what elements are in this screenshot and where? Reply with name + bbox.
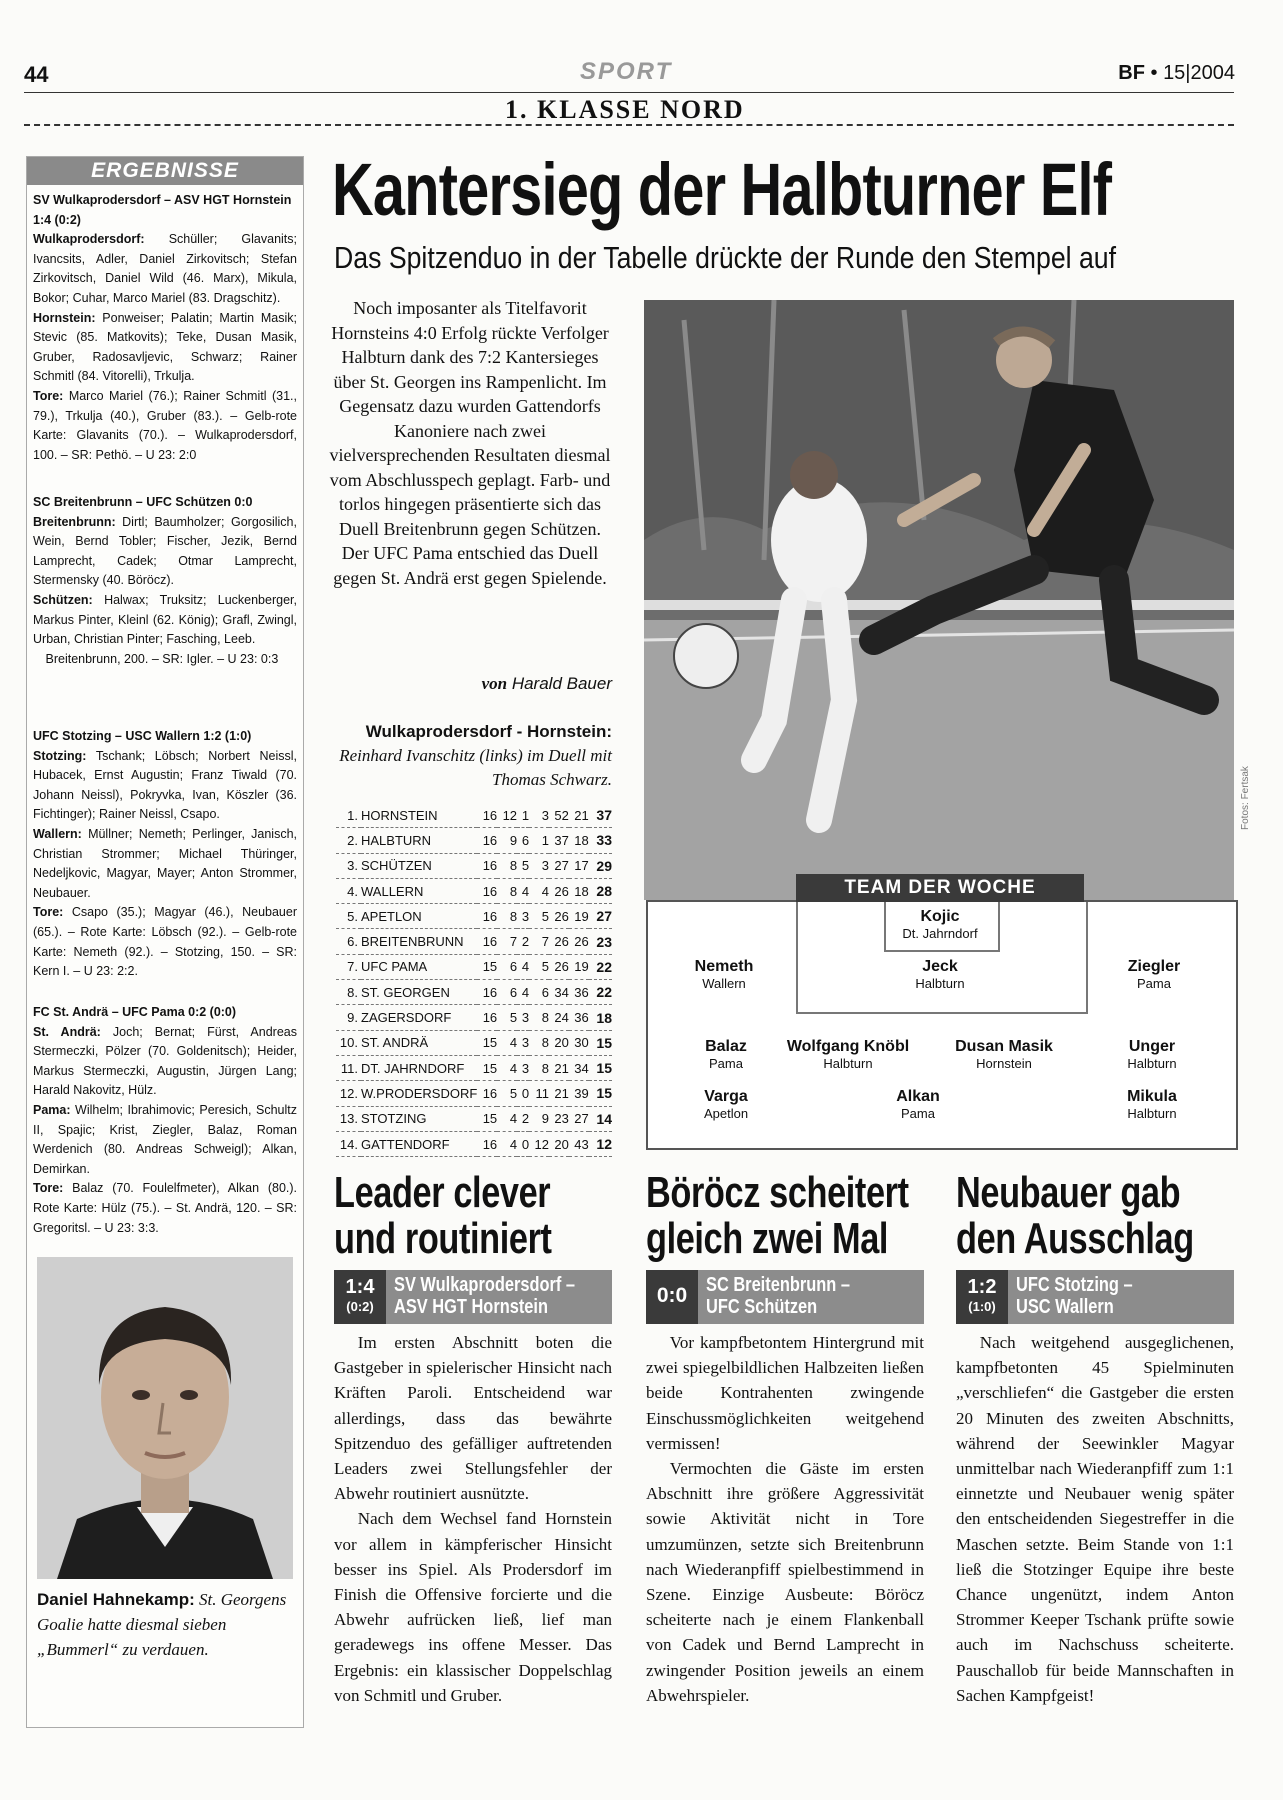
league-title: 1. KLASSE NORD [505, 95, 745, 124]
table-cell-sp: 16 [477, 1005, 497, 1030]
article-headline-line: Leader clever [334, 1168, 551, 1217]
table-cell-u: 3 [517, 904, 529, 929]
table-cell-ta: 34 [569, 1055, 589, 1080]
player-forward [636, 1088, 816, 1121]
table-cell-n: 5 [529, 954, 549, 979]
table-cell-s: 6 [497, 954, 517, 979]
table-cell-sp: 15 [477, 1055, 497, 1080]
table-cell-rank: 12. [336, 1081, 361, 1106]
table-cell-pts: 15 [589, 1030, 612, 1055]
table-cell-team: GATTENDORF [361, 1131, 477, 1156]
article-headline-line: Neubauer gab [956, 1168, 1181, 1217]
table-cell-s: 4 [497, 1055, 517, 1080]
player-name: Unger [1128, 1038, 1176, 1055]
article-body [956, 1330, 1234, 1708]
table-cell-pts: 15 [589, 1055, 612, 1080]
table-cell-u: 3 [517, 1030, 529, 1055]
lineup-text: Ponweiser; Palatin; Martin Masik; Stevic (85. Matkovits); Teke, Dusan Masik, Gruber, Radosavljevic, Schwarz; Rainer Schmitl (84. Vitorelli), Trkulja. [33, 310, 297, 384]
results-sidebar [26, 156, 304, 1728]
halftime-score: (0:2) [346, 1299, 374, 1314]
table-cell-u: 1 [517, 803, 529, 828]
table-cell-team: ZAGERSDORF [361, 1005, 477, 1030]
table-cell-team: HORNSTEIN [361, 803, 477, 828]
article-score-bar [646, 1270, 924, 1324]
table-cell-u: 2 [517, 1106, 529, 1131]
player-midfielder [1062, 1038, 1242, 1071]
player-forward [828, 1088, 1008, 1121]
player-name: Nemeth [694, 958, 754, 975]
lineup-text: Dirtl; Baumholzer; Gorgosilich, Wein, Bernd Tobler; Fischer, Jezik, Bernd Lamprecht, Cadek; Otmar Lamprecht, Stermensky (40. Böröcz). [33, 514, 297, 588]
lineup-label: Breitenbrunn: [33, 514, 116, 529]
article-body [646, 1330, 924, 1708]
table-cell-s: 8 [497, 853, 517, 878]
table-cell-n: 5 [529, 904, 549, 929]
portrait-caption [37, 1587, 295, 1662]
table-cell-team: UFC PAMA [361, 954, 477, 979]
table-cell-sp: 16 [477, 853, 497, 878]
table-cell-s: 8 [497, 878, 517, 903]
table-row [336, 1106, 612, 1131]
table-cell-rank: 11. [336, 1055, 361, 1080]
portrait-illustration [37, 1257, 293, 1579]
table-cell-pts: 33 [589, 828, 612, 853]
league-table [336, 803, 612, 1157]
results-title: ERGEBNISSE [27, 157, 303, 185]
table-cell-n: 3 [529, 803, 549, 828]
table-cell-ta: 19 [569, 904, 589, 929]
table-cell-s: 5 [497, 1005, 517, 1030]
player-name: Alkan [896, 1088, 940, 1105]
player-forward [1062, 1088, 1242, 1121]
table-cell-tf: 26 [549, 878, 569, 903]
table-cell-ta: 39 [569, 1081, 589, 1106]
match-lineup [33, 591, 297, 650]
player-name: Mikula [1127, 1088, 1177, 1105]
goals-text: Marco Mariel (76.); Rainer Schmitl (31., 79.), Trkulja (40.), Gruber (83.). – Gelb-rote Karte: Glavanits (70.). – Wulkaprodersdorf, 100. – SR: Pethö. – U 23: 2:0 [33, 388, 297, 462]
table-cell-pts: 22 [589, 980, 612, 1005]
table-cell-s: 12 [497, 803, 517, 828]
match-lineup [33, 309, 297, 387]
table-cell-s: 4 [497, 1131, 517, 1156]
table-cell-n: 12 [529, 1131, 549, 1156]
player-defender [850, 958, 1030, 991]
player-name: Ziegler [1127, 958, 1181, 975]
match-title: UFC Stotzing – USC Wallern 1:2 (1:0) [33, 729, 252, 743]
article-score-bar [334, 1270, 612, 1324]
article-headline-line: gleich zwei Mal [646, 1214, 889, 1263]
goalkeeper-portrait-photo [37, 1257, 293, 1579]
lineup-text: Joch; Bernat; Fürst, Andreas Stermeczki, Pölzer (70. Goldenitsch); Heider, Markus Stermeczki, Augustin, Jürgen Lang; Harald Nakovitz, Hülz. [33, 1024, 297, 1098]
match-goals [33, 387, 297, 465]
byline [330, 674, 612, 694]
match-lineup [33, 1101, 297, 1179]
table-cell-pts: 12 [589, 1131, 612, 1156]
lineup-label: Hornstein: [33, 310, 96, 325]
table-row [336, 828, 612, 853]
article-headline-line: Böröcz scheitert [646, 1168, 909, 1217]
lead-paragraph: Noch imposanter als Titelfavorit Hornsteins 4:0 Erfolg rückte Verfolger Halbturn dank des 7:2 Kantersieges über St. Georgen ins Rampenlicht. Im Gegensatz dazu wurden Gattendorfs Kanoniere nach zwei vielversprechenden Resultaten diesmal vom Abschlusspech geplagt. Farb- und torlos hingegen präsentierte sich das Duell Breitenbrunn gegen Schützen. Der UFC Pama entschied das Duell gegen St. Andrä erst gegen Spielende. [329, 298, 611, 588]
article-paragraph: Nach weitgehend ausgeglichenen, kampfbetonten 45 Spielminuten „verschliefen“ die Gastgeber die ersten 20 Minuten des zweiten Abschnitts, während der Seewinkler Magyar unmittelbar nach Wiederanpfiff zum 1:1 einnetzte und Neubauer wenig später den entscheidenden Siegestreffer in die Maschen setzte. Beim Stande von 1:1 ließ die Stotzinger Equipe ihre beste Chance ungenützt, indem Anton Strommer Keeper Tschank prüfte sowie auch im Nachschuss scheiterte. Pauschallob für beide Mannschaften in Sachen Kampfgeist! [956, 1333, 1234, 1705]
table-cell-u: 4 [517, 878, 529, 903]
table-cell-pts: 29 [589, 853, 612, 878]
byline-author: Harald Bauer [511, 674, 612, 693]
table-cell-pts: 14 [589, 1106, 612, 1131]
table-cell-ta: 26 [569, 929, 589, 954]
lineup-label: Pama: [33, 1102, 71, 1117]
bullet: • [1150, 62, 1158, 84]
table-cell-ta: 18 [569, 828, 589, 853]
table-cell-pts: 23 [589, 929, 612, 954]
player-club: Pama [1137, 976, 1171, 991]
photo-credit: Fotos: Fertsak [1240, 766, 1251, 830]
player-club: Halbturn [915, 976, 965, 991]
goals-text: Breitenbrunn, 200. – SR: Igler. – U 23: 0:3 [45, 651, 279, 666]
goals-label: Tore: [33, 388, 64, 403]
player-defender [1064, 958, 1244, 991]
match-result [33, 1003, 297, 1238]
table-cell-tf: 20 [549, 1131, 569, 1156]
table-cell-tf: 34 [549, 980, 569, 1005]
table-cell-u: 3 [517, 1055, 529, 1080]
table-row [336, 1030, 612, 1055]
table-cell-n: 8 [529, 1030, 549, 1055]
header-dashed-rule [24, 124, 1234, 126]
table-cell-tf: 26 [549, 904, 569, 929]
article-headline [334, 1170, 552, 1262]
score: 0:0 [656, 1284, 688, 1307]
team-home: SC Breitenbrunn – [706, 1274, 850, 1296]
table-row [336, 1055, 612, 1080]
table-row [336, 1081, 612, 1106]
lineup-text: Wilhelm; Ibrahimovic; Peresich, Schultz II, Spajic; Krist, Ziegler, Balaz, Roman Werdenich (80. Andreas Schweigl); Alkan, Demirkan. [33, 1102, 297, 1176]
goals-text: Balaz (70. Foulelfmeter), Alkan (80.). Rote Karte: Hülz (75.). – St. Andrä, 120. – SR: Gregoritsl. – U 23: 3:3. [33, 1181, 297, 1235]
table-cell-ta: 19 [569, 954, 589, 979]
score-box [334, 1270, 386, 1324]
player-name: Dusan Masik [955, 1038, 1053, 1055]
article-body [334, 1330, 612, 1708]
table-cell-pts: 15 [589, 1081, 612, 1106]
team-home: UFC Stotzing – [1016, 1274, 1133, 1296]
player-midfielder [758, 1038, 938, 1071]
match-lineup [33, 513, 297, 591]
goals-label: Tore: [33, 905, 64, 920]
action-illustration [644, 300, 1234, 900]
team-home: SV Wulkaprodersdorf – [394, 1274, 576, 1296]
issue-number: 15|2004 [1163, 62, 1235, 84]
table-row [336, 1131, 612, 1156]
table-cell-pts: 18 [589, 1005, 612, 1030]
table-cell-n: 6 [529, 980, 549, 1005]
score-box [646, 1270, 698, 1324]
table-row [336, 980, 612, 1005]
table-cell-sp: 16 [477, 1131, 497, 1156]
table-cell-ta: 30 [569, 1030, 589, 1055]
byline-von: von [481, 674, 508, 693]
table-cell-tf: 27 [549, 853, 569, 878]
lineup-label: Schützen: [33, 592, 93, 607]
lineup-text: Müllner; Nemeth; Perlinger, Janisch, Christian Strommer; Michael Thüringer, Nedeljkovic, Magyar, Mayer; Anton Strommer, Neubauer. [33, 826, 297, 900]
table-cell-n: 11 [529, 1081, 549, 1106]
article-headline [646, 1170, 909, 1262]
table-cell-rank: 4. [336, 878, 361, 903]
table-cell-team: SCHÜTZEN [361, 853, 477, 878]
table-cell-tf: 26 [549, 954, 569, 979]
table-cell-s: 4 [497, 1030, 517, 1055]
table-row [336, 1005, 612, 1030]
lineup-text: Halwax; Truksitz; Luckenberger, Markus Pinter, Kleinl (62. König); Grafl, Zwingl, Urban, Christian Pinter; Fasching, Leeb. [33, 592, 297, 647]
player-name: Kojic [920, 908, 960, 925]
table-cell-team: WALLERN [361, 878, 477, 903]
player-name: Balaz [705, 1038, 747, 1055]
table-cell-n: 3 [529, 853, 549, 878]
table-cell-rank: 6. [336, 929, 361, 954]
player-club: Wallern [702, 976, 746, 991]
match-title: SC Breitenbrunn – UFC Schützen 0:0 [33, 495, 253, 509]
photo-caption [328, 720, 612, 792]
table-cell-u: 5 [517, 853, 529, 878]
table-cell-ta: 43 [569, 1131, 589, 1156]
table-cell-sp: 15 [477, 1030, 497, 1055]
table-cell-ta: 36 [569, 980, 589, 1005]
article-score-bar [956, 1270, 1234, 1324]
table-cell-ta: 17 [569, 853, 589, 878]
player-name: Wolfgang Knöbl [786, 1038, 910, 1055]
table-cell-team: HALBTURN [361, 828, 477, 853]
table-cell-u: 2 [517, 929, 529, 954]
table-cell-n: 7 [529, 929, 549, 954]
match-lineup [33, 1023, 297, 1101]
score-teams [394, 1274, 575, 1318]
team-away: ASV HGT Hornstein [394, 1296, 548, 1318]
table-cell-rank: 13. [336, 1106, 361, 1131]
table-cell-rank: 7. [336, 954, 361, 979]
match-lineup [33, 825, 297, 903]
match-result [33, 727, 297, 982]
goals-text: Csapo (35.); Magyar (46.), Neubauer (65.). – Rote Karte: Löbsch (92.). – Gelb-rote Karte: Nemeth (92.). – Stotzing, 150. – SR: Kern I. – U 23: 2:2. [33, 905, 297, 979]
table-cell-s: 5 [497, 1081, 517, 1106]
table-row [336, 853, 612, 878]
player-defender [634, 958, 814, 991]
page-number: 44 [24, 62, 49, 87]
paper-name: BF [1118, 62, 1145, 84]
lineup-text: Schüller; Glavanits; Ivancsits, Adler, Daniel Zirkovitsch; Stefan Zirkovitsch, Daniel Wild (46. Marx), Mikula, Bokor; Cuhar, Marco Mariel (83. Dragschitz). [33, 232, 297, 305]
table-cell-sp: 16 [477, 1081, 497, 1106]
main-headline: Kantersieg der Halbturner Elf [332, 148, 1112, 231]
table-cell-rank: 1. [336, 803, 361, 828]
table-row [336, 904, 612, 929]
table-cell-tf: 26 [549, 929, 569, 954]
table-cell-team: APETLON [361, 904, 477, 929]
goals-label: Tore: [33, 1181, 64, 1196]
match-title: SV Wulkaprodersdorf – ASV HGT Hornstein 1:4 (0:2) [33, 193, 292, 227]
lineup-label: Stotzing: [33, 748, 87, 763]
team-of-week-title: TEAM DER WOCHE [796, 874, 1084, 902]
lineup-label: Wallern: [33, 826, 82, 841]
table-cell-sp: 16 [477, 929, 497, 954]
player-club: Pama [901, 1106, 935, 1121]
table-cell-sp: 15 [477, 1106, 497, 1131]
table-cell-team: BREITENBRUNN [361, 929, 477, 954]
score-box [956, 1270, 1008, 1324]
table-cell-team: DT. JAHRNDORF [361, 1055, 477, 1080]
table-cell-rank: 14. [336, 1131, 361, 1156]
table-cell-rank: 8. [336, 980, 361, 1005]
article-headline-line: den Ausschlag [956, 1214, 1194, 1263]
table-cell-u: 0 [517, 1131, 529, 1156]
player-club: Halbturn [823, 1056, 873, 1071]
player-club: Halbturn [1127, 1106, 1177, 1121]
table-cell-n: 9 [529, 1106, 549, 1131]
table-cell-tf: 21 [549, 1055, 569, 1080]
table-cell-team: ST. GEORGEN [361, 980, 477, 1005]
table-cell-team: ST. ANDRÄ [361, 1030, 477, 1055]
table-cell-sp: 16 [477, 828, 497, 853]
table-cell-sp: 16 [477, 980, 497, 1005]
table-cell-ta: 27 [569, 1106, 589, 1131]
table-cell-sp: 16 [477, 904, 497, 929]
player-club: Apetlon [703, 1106, 749, 1121]
table-cell-tf: 52 [549, 803, 569, 828]
table-cell-tf: 20 [549, 1030, 569, 1055]
match-lineup [33, 230, 297, 308]
table-cell-s: 8 [497, 904, 517, 929]
article-paragraph: Vermochten die Gäste im ersten Abschnitt ihre größere Aggressivität sowie Aktivität nicht in Tore umzumünzen, setzte sich Breitenbrunn nach Wiederanpfiff spielbestimmend in Szene. Einzige Ausbeute: Böröcz scheiterte nach je einem Flankenball von Cadek und Bernd Lamprecht in zwingender Position jeweils an einem Abwehrspieler. [646, 1459, 924, 1705]
score: 1:2 [967, 1276, 997, 1298]
table-cell-sp: 16 [477, 878, 497, 903]
header-rule [24, 92, 1234, 93]
article-paragraph: Im ersten Abschnitt boten die Gastgeber in spielerischer Hinsicht nach Kräften Paroli. Entscheidend war allerdings, dass das bewährte Spitzenduo des gefälliger auftretenden Leaders zwei Stellungsfehler der Abwehr routiniert ausnützte. [334, 1333, 612, 1504]
table-cell-s: 9 [497, 828, 517, 853]
player-club: Pama [709, 1056, 743, 1071]
photo-caption-title: Wulkaprodersdorf - Hornstein: [365, 722, 612, 741]
article-headline [956, 1170, 1194, 1262]
score: 1:4 [345, 1276, 375, 1298]
player-club: Hornstein [976, 1056, 1032, 1071]
photo-caption-text: Reinhard Ivanschitz (links) im Duell mit Thomas Schwarz. [339, 746, 612, 789]
table-cell-u: 6 [517, 828, 529, 853]
table-cell-tf: 37 [549, 828, 569, 853]
lineup-text: Tschank; Löbsch; Norbert Neissl, Hubacek, Ernst Augustin; Franz Tiwald (70. Johann Neissl), Pokryvka, Ivan, Köszler (36. Fichtinger); Rainer Neissl, Csapo. [33, 748, 297, 822]
match-title: FC St. Andrä – UFC Pama 0:2 (0:0) [33, 1005, 237, 1019]
table-cell-team: W.PRODERSDORF [361, 1081, 477, 1106]
section-title: SPORT [580, 58, 673, 85]
team-of-the-week [646, 877, 1238, 1150]
table-cell-ta: 21 [569, 803, 589, 828]
table-cell-ta: 18 [569, 878, 589, 903]
table-cell-pts: 22 [589, 954, 612, 979]
score-teams [706, 1274, 850, 1318]
match-lineup [33, 747, 297, 825]
player-club: Halbturn [1127, 1056, 1177, 1071]
portrait-caption-name: Daniel Hahnekamp: [37, 1590, 195, 1609]
article-headline-line: und routiniert [334, 1214, 552, 1263]
match-result [33, 191, 297, 465]
score-teams [1016, 1274, 1133, 1318]
halftime-score: (1:0) [968, 1299, 996, 1314]
team-away: UFC Schützen [706, 1296, 818, 1318]
table-row [336, 954, 612, 979]
table-cell-s: 7 [497, 929, 517, 954]
player-goalkeeper [850, 908, 1030, 941]
portrait-caption-text: St. Georgens Goalie hatte diesmal sieben „Bummerl“ zu verdauen. [37, 1590, 287, 1659]
table-row [336, 929, 612, 954]
table-cell-u: 4 [517, 980, 529, 1005]
team-away: USC Wallern [1016, 1296, 1114, 1318]
lineup-label: St. Andrä: [33, 1024, 101, 1039]
table-cell-n: 8 [529, 1055, 549, 1080]
player-name: Varga [704, 1088, 748, 1105]
issue-info [1118, 62, 1235, 85]
player-club: Dt. Jahrndorf [902, 926, 978, 941]
table-cell-n: 8 [529, 1005, 549, 1030]
table-cell-pts: 37 [589, 803, 612, 828]
table-cell-sp: 15 [477, 954, 497, 979]
table-cell-pts: 28 [589, 878, 612, 903]
table-cell-n: 1 [529, 828, 549, 853]
table-cell-rank: 9. [336, 1005, 361, 1030]
table-row [336, 878, 612, 903]
sub-headline: Das Spitzenduo in der Tabelle drückte der Runde den Stempel auf [334, 240, 1117, 275]
table-cell-tf: 24 [549, 1005, 569, 1030]
table-cell-n: 4 [529, 878, 549, 903]
match-goals [33, 903, 297, 981]
table-cell-ta: 36 [569, 1005, 589, 1030]
table-cell-rank: 2. [336, 828, 361, 853]
table-cell-rank: 5. [336, 904, 361, 929]
article-paragraph: Nach dem Wechsel fand Hornstein vor allem in kämpferischer Hinsicht besser ins Spiel. Als Prodersdorf im Finish die Offensive forcierte und die Abwehr aufrücken ließ, lief man geradewegs ins offene Messer. Das Ergebnis: ein klassischer Doppelschlag von Schmitl und Gruber. [334, 1509, 612, 1705]
table-cell-rank: 10. [336, 1030, 361, 1055]
table-cell-u: 0 [517, 1081, 529, 1106]
table-cell-pts: 27 [589, 904, 612, 929]
table-cell-sp: 16 [477, 803, 497, 828]
table-cell-team: STOTZING [361, 1106, 477, 1131]
table-cell-u: 3 [517, 1005, 529, 1030]
table-cell-u: 4 [517, 954, 529, 979]
table-cell-tf: 21 [549, 1081, 569, 1106]
table-row [336, 803, 612, 828]
match-goals [33, 1179, 297, 1238]
player-name: Jeck [922, 958, 958, 975]
match-result [33, 493, 297, 669]
article-paragraph: Vor kampfbetontem Hintergrund mit zwei spiegelbildlichen Halbzeiten ließen beide Kontrahenten zwingende Einschussmöglichkeiten weitgehend vermissen! [646, 1333, 924, 1453]
table-cell-rank: 3. [336, 853, 361, 878]
table-cell-tf: 23 [549, 1106, 569, 1131]
lineup-label: Wulkaprodersdorf: [33, 232, 145, 247]
match-goals [33, 650, 297, 670]
table-cell-s: 6 [497, 980, 517, 1005]
table-cell-s: 4 [497, 1106, 517, 1131]
match-action-photo [644, 300, 1234, 900]
